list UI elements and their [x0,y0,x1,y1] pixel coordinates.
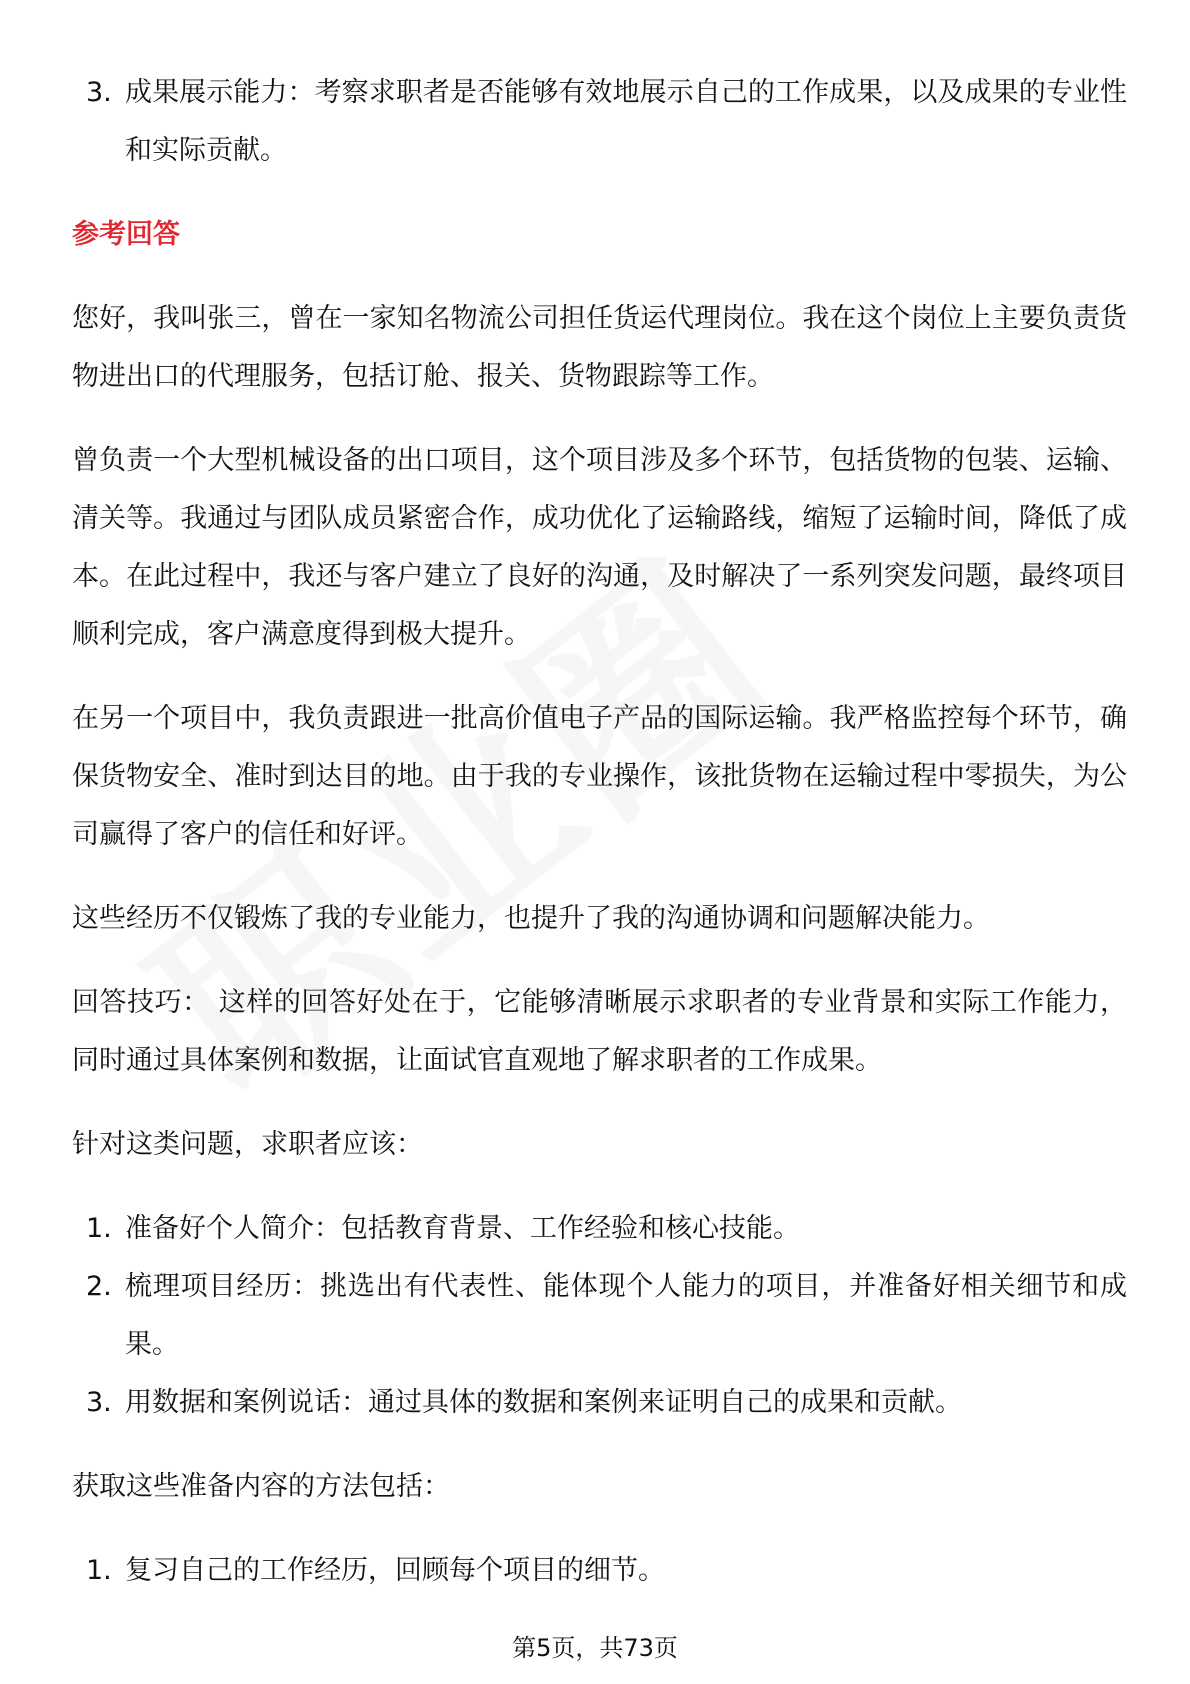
paragraph: 回答技巧： 这样的回答好处在于，它能够清晰展示求职者的专业背景和实际工作能力，同时通过具体案例和数据，让面试官直观地了解求职者的工作成果。 [72,987,1127,1076]
paragraph: 针对这类问题，求职者应该： [72,1129,423,1160]
list-item [72,64,1127,180]
list-item-text: 复习自己的工作经历，回顾每个项目的细节。 [125,1555,665,1586]
list-number: 1. [86,1555,112,1586]
paragraph: 曾负责一个大型机械设备的出口项目，这个项目涉及多个环节，包括货物的包装、运输、清关等。我通过与团队成员紧密合作，成功优化了运输路线，缩短了运输时间，降低了成本。在此过程中，我还与客户建立了良好的沟通，及时解决了一系列突发问题，最终项目顺利完成，客户满意度得到极大提升。 [72,445,1127,650]
page-footer: 第5页，共73页 [512,1634,678,1662]
paragraph: 您好，我叫张三，曾在一家知名物流公司担任货运代理岗位。我在这个岗位上主要负责货物进出口的代理服务，包括订舱、报关、货物跟踪等工作。 [72,303,1127,392]
section-heading: 参考回答 [72,219,180,250]
paragraph: 在另一个项目中，我负责跟进一批高价值电子产品的国际运输。我严格监控每个环节，确保货物安全、准时到达目的地。由于我的专业操作，该批货物在运输过程中零损失，为公司赢得了客户的信任和好评。 [72,703,1127,850]
list-item [72,1542,1127,1600]
list-number: 2. [86,1271,112,1302]
list-number: 1. [86,1213,112,1244]
paragraph: 这些经历不仅锻炼了我的专业能力，也提升了我的沟通协调和问题解决能力。 [72,903,990,934]
paragraph: 获取这些准备内容的方法包括： [72,1471,450,1502]
methods-list [72,1542,1127,1600]
list-item-text: 准备好个人简介：包括教育背景、工作经验和核心技能。 [125,1213,800,1244]
criteria-list [72,64,1127,180]
list-number: 3. [86,77,112,108]
list-item-text: 成果展示能力：考察求职者是否能够有效地展示自己的工作成果，以及成果的专业性和实际贡献。 [125,77,1127,166]
list-item [72,1374,1127,1432]
list-number: 3. [86,1387,112,1418]
preparation-list [72,1200,1127,1432]
list-item-text: 梳理项目经历：挑选出有代表性、能体现个人能力的项目，并准备好相关细节和成果。 [125,1271,1127,1360]
list-item [72,1200,1127,1258]
list-item [72,1258,1127,1374]
list-item-text: 用数据和案例说话：通过具体的数据和案例来证明自己的成果和贡献。 [125,1387,962,1418]
page-content [72,64,1127,1626]
